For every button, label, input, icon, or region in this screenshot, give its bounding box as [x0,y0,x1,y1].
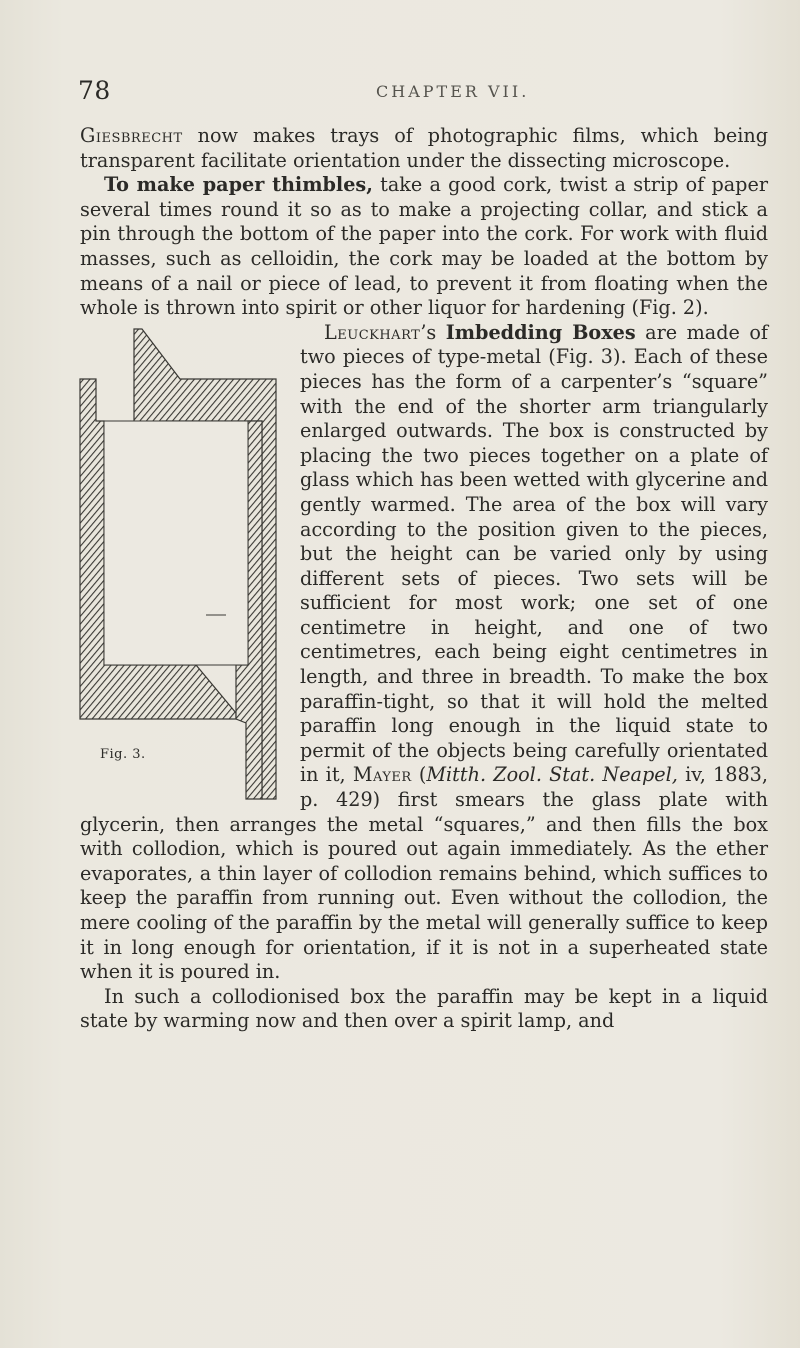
section-lead: Imbedding Boxes [445,320,636,344]
paragraph-giesbrecht [80,124,768,173]
author-name: Mayer [352,763,412,787]
running-head: CHAPTER VII. [376,82,530,101]
figure-label: Fig. 3. [100,746,146,762]
box-cavity [104,421,248,665]
author-name: Leuckhart [324,320,421,344]
figure-3 [76,325,288,803]
paragraph-paper-thimbles [80,173,768,321]
paragraph-text: take a good cork, twist a strip of paper several times round it so as to make a projecting collar, and stick a pin through the bottom of the paper into the cork. For work with fluid masses, such as celloidin, the cork may be loaded at the bottom by means of a nail or piece of lead, to prevent it from floating when the whole is thrown into spirit or other liquor for hardening (Fig. 2). [80,173,768,320]
page-number: 78 [78,76,111,105]
paragraph-collodionised-box: In such a collodionised box the paraffin may be kept in a liquid state by warming now and then over a spirit lamp, and [80,984,768,1033]
section-lead: To make paper thimbles, [104,173,373,197]
citation-journal: Mitth. Zool. Stat. Neapel, [426,763,678,787]
paragraph-text: now makes trays of photographic films, which being transparent facilitate orientation under the dissecting microscope. [80,124,768,172]
body-text [80,124,768,1034]
author-name: Giesbrecht [80,124,183,147]
possessive-suffix: ’s [420,320,446,344]
imbedding-box-illustration [76,325,288,803]
paragraph-leuckhart: Leuckhart’s Imbedding Boxes Fig. 3. are made of two pieces of type-metal (Fig. 3). Each of these pieces has the form of a carpenter’s “square” with the end of the shorter arm triangularly enlarged outwards. The box is constructed by placing the two pieces together on a plate of glass which has been wetted with glycerine and gently warmed. The area of the box will vary according to the position given to the pieces, but the height can be varied only by using different sets of pieces. Two sets will be sufficient for most work; one set of one centimetre in height, and one of two centimetres, each being eight centimetres in length, and three in breadth. To make the box paraffin-tight, so that it will hold the melted paraffin long enough in the liquid state to permit of the objects being carefully orientated in it, Mayer (Mitth. Zool. Stat. Neapel, iv, 1883, p. 429) first smears the glass plate with glycerin, then arranges the metal “squares,” and then fills the box with collodion, which is poured out again immediately. As the ether evaporates, a thin layer of collodion remains behind, which suffices to keep the paraffin from running out. Even without the collodion, the mere cooling of the paraffin by the metal will generally suffice to keep it in long enough for orientation, if it is not in a superheated state when it is poured in. [80,321,768,985]
paragraph-text: are made of two pieces of type-metal (Fig. 3). Each of these pieces has the form of a carpenter’s “square” with the end of the shorter arm triangularly enlarged outwards. The box is constructed by placing the two pieces together on a plate of glass which has been wetted with glycerine and gently warmed. The area of the box will vary according to the position given to the pieces, but the height can be varied only by using different sets of pieces. Two sets will be sufficient for most work; one set of one centimetre in height, and one of two centimetres, each being eight centimetres in length, and three in breadth. To make the box paraffin-tight, so that it will hold the melted paraffin long enough in the liquid state to permit of the objects being carefully orientated in it, [300,320,768,787]
citation-rest: iv, 1883, p. 429) first smears the glass plate with glycerin, then arranges the metal “squares,” and then fills the box with collodion, which is poured out again immediately. As the ether evaporates, a thin layer of collodion remains behind, which suffices to keep the paraffin from running out. Even without the collodion, the mere cooling of the paraffin by the metal will generally suffice to keep it in long enough for orientation, if it is not in a superheated state when it is poured in. [80,763,768,984]
